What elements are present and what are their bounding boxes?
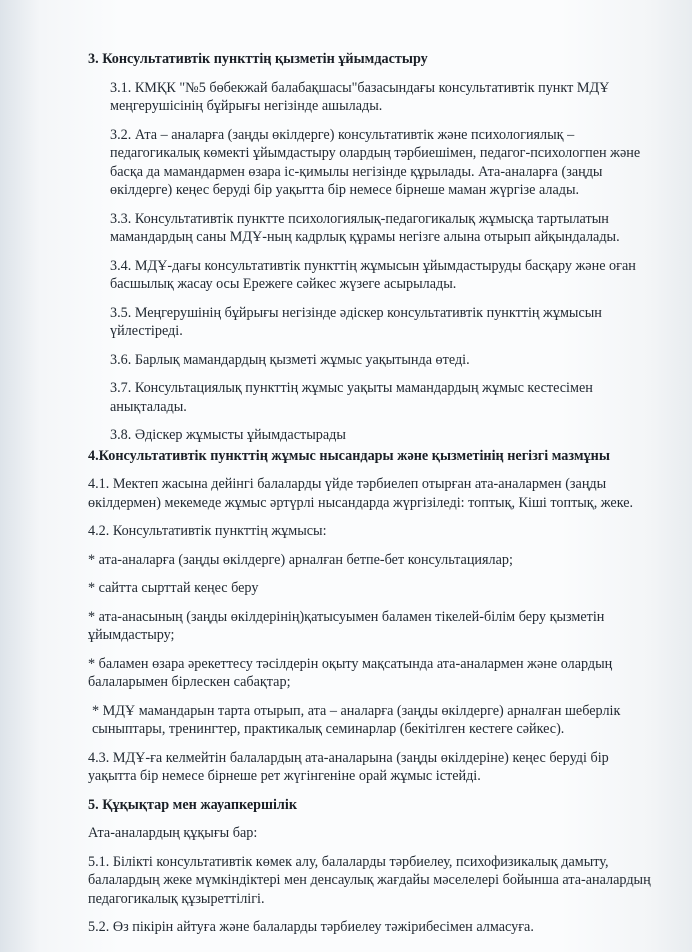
paragraph-4-3: 4.3. МДҰ-ға келмейтін балалардың ата-аналарына (заңды өкілдеріне) кеңес беруді бір уақытта бір немесе бірнеше рет жүгінгеніне орай жұмыс істейді. [88, 749, 609, 784]
section-5-intro: Ата-аналардың құқығы бар: [88, 825, 258, 841]
paragraph-5-1: 5.1. Білікті консультативтік көмек алу, балаларды тәрбиелеу, психофизикалық дамыту, балалардың жеке мүмкіндіктері мен денсаулық жағдайы мәселелері бойынша ата-аналардың педагогикалық құзыреттілігі. [88, 853, 651, 907]
paragraph-3-6: 3.6. Барлық мамандардың қызметі жұмыс уақытында өтеді. [110, 351, 470, 368]
bullet-item: * МДҰ мамандарын тарта отырып, ата – аналарға (заңды өкілдерге) арналған шеберлік сыныптары, тренингтер, практикалық семинарлар (бекітілген кестеге сәйкес). [92, 702, 621, 737]
section-5-heading: 5. Құқықтар мен жауапкершілік [88, 796, 298, 813]
paragraph-3-4: 3.4. МДҰ-дағы консультативтік пункттің жұмысын ұйымдастыруды басқару және оған басшылық жасау осы Ережеге сәйкес жүзеге асырылады. [110, 257, 636, 292]
bullet-item: * баламен өзара әрекеттесу тәсілдерін оқыту мақсатында ата-аналармен және олардың балаларымен бірлескен сабақтар; [88, 655, 613, 690]
paragraph-3-8: 3.8. Әдіскер жұмысты ұйымдастырады [110, 427, 346, 443]
paragraph-3-3: 3.3. Консультативтік пунктте психологиялық-педагогикалық жұмысқа тартылатын мамандардың саны МДҰ-ның кадрлық құрамы негізге алына отырып айқындалады. [110, 210, 620, 245]
paragraph-4-2: 4.2. Консультативтік пункттің жұмысы: [88, 523, 327, 539]
bullet-item: * ата-аналарға (заңды өкілдерге) арналған бетпе-бет консультациялар; [88, 551, 513, 568]
section-3-heading: 3. Консультативтік пункттің қызметін ұйымдастыру [88, 51, 428, 67]
paragraph-3-2: 3.2. Ата – аналарға (заңды өкілдерге) консультативтік және психологиялық – педагогикалық көмекті ұйымдастыру олардың тәрбиешімен, педагог-психологпен және басқа да мамандармен өзара іс-қимылы негізінде құрылады. Ата-аналарға (заңды өкілдерге) кеңес беруді бір уақытта бір немесе бірнеше маман жүргізе алады. [110, 126, 641, 198]
section-4-heading: 4.Консультативтік пункттің жұмыс нысандары және қызметінің негізгі мазмұны [88, 447, 610, 464]
paragraph-5-2: 5.2. Өз пікірін айтуға және балаларды тәрбиелеу тәжірибесімен алмасуға. [88, 919, 534, 935]
bullet-item: * ата-анасының (заңды өкілдерінің)қатысуымен баламен тікелей-білім беру қызметін ұйымдастыру; [88, 608, 605, 643]
paragraph-3-1: 3.1. КМҚК "№5 бөбекжай балабақшасы"базасындағы консультативтік пункт МДҰ меңгерушісінің бұйрығы негізінде ашылады. [110, 79, 610, 114]
section-3-items [88, 79, 656, 445]
paragraph-3-5: 3.5. Меңгерушінің бұйрығы негізінде әдіскер консультативтік пункттің жұмысын үйлестіреді. [110, 304, 602, 339]
paragraph-3-7: 3.7. Консультациялық пункттің жұмыс уақыты мамандардың жұмыс кестесімен анықталады. [110, 380, 593, 415]
paragraph-4-1: 4.1. Мектеп жасына дейінгі балаларды үйде тәрбиелеп отырған ата-аналармен (заңды өкілдермен) мекемеде жұмыс әртүрлі нысандарда жүргізіледі: топтық, Кіші топтық, жеке. [88, 476, 634, 511]
bullet-item: * сайтта сырттай кеңес беру [88, 580, 259, 596]
